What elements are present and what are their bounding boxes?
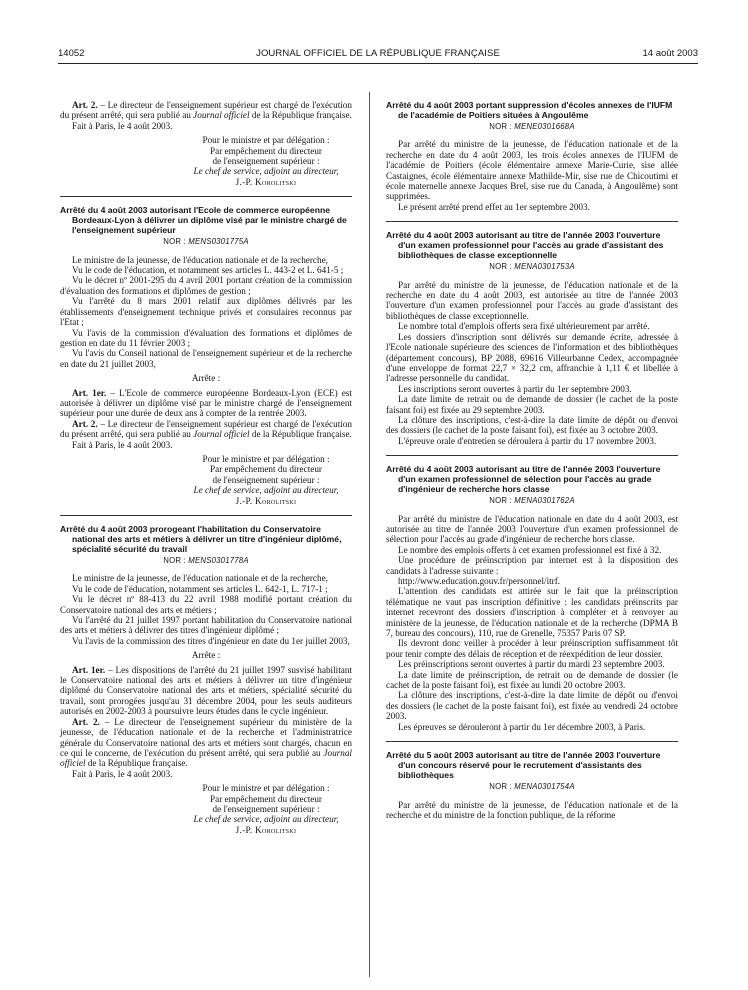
nor-reference: NOR : MENA0301753A bbox=[489, 262, 575, 272]
paragraph: Vu le code de l'éducation, notamment ses articles L. 642-1, L. 717-1 ; bbox=[72, 583, 328, 594]
paragraph: Vu l'arrêté du 21 juillet 1997 portant habilitation du Conservatoire national des arts et métiers à délivrer des titres d'ingénieur diplômé ; bbox=[60, 615, 352, 636]
signature-line: Pour le ministre et par délégation : bbox=[202, 783, 330, 794]
section-title: Arrêté du 4 août 2003 autorisant au titre de l'année 2003 l'ouverture d'un examen professionnel pour l'accès au grade d'assistant des bibliothèques de classe exceptionnelle bbox=[386, 230, 664, 261]
signature-line: Pour le ministre et par délégation : bbox=[202, 453, 330, 464]
issue-date: 14 août 2003 bbox=[642, 48, 698, 59]
done-at: Fait à Paris, le 4 août 2003. bbox=[72, 439, 173, 450]
article-1: Art. 1er. – Les dispositions de l'arrêté du 21 juillet 1997 susvisé habilitant le Conservatoire national des arts et métiers à délivrer un titre d'ingénieur diplômé du Conservatoire national des arts et métiers, spécialité sécurité du travail, sont prorogées jusqu'au 31 décembre 2004, pour les seuls auditeurs autorisés en 2002-2003 à poursuivre leurs études dans le cycle ingénieur. bbox=[60, 664, 352, 717]
paragraph: Vu le décret nº 88-413 du 22 avril 1988 modifié portant création du Conservatoire national des arts et métiers ; bbox=[60, 594, 352, 615]
intro-article-2 bbox=[60, 100, 352, 121]
section-divider bbox=[60, 196, 352, 197]
nor-reference: NOR : MENS0301775A bbox=[163, 237, 249, 247]
signature-title: Le chef de service, adjoint au directeur, bbox=[193, 814, 339, 825]
article-text-end: de la République française. bbox=[249, 110, 352, 121]
nor-reference: NOR : MENA0301754A bbox=[489, 782, 575, 792]
paragraph: Les épreuves se dérouleront à partir du 1er décembre 2003, à Paris. bbox=[398, 721, 646, 732]
section-title: Arrêté du 4 août 2003 autorisant au titre de l'année 2003 l'ouverture d'un examen professionnel de sélection pour l'accès au grade d'ingénieur de recherche hors classe bbox=[386, 464, 661, 495]
article-text: – Le directeur de l'enseignement supérieur est chargé de l'exécution du présent arrêté, qui sera publié au bbox=[60, 100, 352, 121]
nor-reference: NOR : MENA0301762A bbox=[489, 496, 575, 506]
journal-title: JOURNAL OFFICIEL DE LA RÉPUBLIQUE FRANÇAISE bbox=[256, 48, 500, 59]
page-number: 14052 bbox=[58, 48, 85, 59]
signature-line: Par empêchement du directeur bbox=[210, 145, 322, 156]
url-text: http://www.education.gouv.fr/personnel/itrf. bbox=[398, 576, 561, 586]
paragraph: Le ministre de la jeunesse, de l'éducation nationale et de la recherche, bbox=[72, 573, 328, 584]
paragraph: Par arrêté du ministre de la jeunesse, de l'éducation nationale et de la recherche en date du 4 août 2003, est autorisée au titre de l'année 2003 l'ouverture d'un examen professionnel pour l'accès au grade d'assistant des bibliothèques de classe exceptionnelle. bbox=[386, 279, 678, 321]
section-title: Arrêté du 5 août 2003 autorisant au titre de l'année 2003 l'ouverture d'un concours réservé pour le recrutement d'assistants des bibliothèques bbox=[386, 750, 661, 781]
paragraph: L'épreuve orale d'entretien se déroulera à partir du 17 novembre 2003. bbox=[398, 435, 657, 446]
paragraph: Les préinscriptions seront ouvertes à partir du mardi 23 septembre 2003. bbox=[398, 659, 665, 670]
done-at: Fait à Paris, le 4 août 2003. bbox=[72, 768, 173, 779]
paragraph: Par arrêté du ministre de la jeunesse, de l'éducation nationale et de la recherche et du ministre de la fonction publique, de la réforme bbox=[386, 799, 678, 820]
paragraph: Vu l'arrêté du 8 mars 2001 relatif aux diplômes délivrés par les établissements d'enseignement technique privés et consulaires reconnus par l'Etat ; bbox=[60, 296, 352, 328]
signatory-name: J.-P. Korolitski bbox=[235, 176, 297, 187]
signature-line: de l'enseignement supérieur : bbox=[212, 474, 320, 485]
journal-officiel-ref: Journal officiel bbox=[193, 110, 250, 121]
arrete-heading: Arrête : bbox=[191, 373, 221, 384]
signature-line: Par empêchement du directeur bbox=[210, 793, 322, 804]
signature-line: Par empêchement du directeur bbox=[210, 464, 322, 475]
paragraph: Le nombre total d'emplois offerts sera fixé ultérieurement par arrêté. bbox=[398, 321, 650, 332]
left-column bbox=[60, 100, 352, 835]
paragraph: La clôture des inscriptions, c'est-à-dire la date limite de dépôt ou d'envoi des dossiers (le cachet de la poste faisant foi), est fixée au vendredi 24 octobre 2003. bbox=[386, 690, 678, 722]
header-rule bbox=[58, 63, 698, 64]
paragraph: Le présent arrêté prend effet au 1er septembre 2003. bbox=[398, 201, 590, 212]
section-divider bbox=[386, 221, 678, 222]
signature-title: Le chef de service, adjoint au directeur, bbox=[193, 166, 339, 177]
paragraph: Le ministre de la jeunesse, de l'éducation nationale et de la recherche, bbox=[72, 254, 328, 265]
paragraph: Vu l'avis du Conseil national de l'enseignement supérieur et de la recherche en date du 21 juillet 2003, bbox=[60, 348, 352, 369]
paragraph: Les dossiers d'inscription sont délivrés sur demande écrite, adressée à l'Ecole nationale supérieure des sciences de l'information et des bibliothèques (département concours), BP 2088, 69616 Villeurbanne Cedex, accompagnée d'une enveloppe de format 22,7 × 32,2 cm, affranchie à 1,11 € et libellée à l'adresse personnelle du candidat. bbox=[386, 331, 678, 384]
signature-line: Pour le ministre et par délégation : bbox=[202, 135, 330, 146]
paragraph: Le nombre des emplois offerts à cet examen professionnel est fixé à 32. bbox=[398, 544, 662, 555]
nor-reference: NOR : MENS0301778A bbox=[163, 556, 249, 565]
column-separator bbox=[369, 92, 370, 977]
paragraph: La clôture des inscriptions, c'est-à-dire la date limite de dépôt ou d'envoi des dossiers (le cachet de la poste faisant foi), est fixée au 3 octobre 2003. bbox=[386, 414, 678, 436]
section-title: Arrêté du 4 août 2003 prorogeant l'habilitation du Conservatoire national des arts et métiers à délivrer un titre d'ingénieur diplômé, spécialité sécurité du travail bbox=[60, 524, 342, 554]
paragraph: La date limite de préinscription, de retrait ou de demande de dossier (le cachet de la poste faisant foi), est fixée au lundi 20 octobre 2003. bbox=[386, 669, 678, 691]
arrete-heading: Arrête : bbox=[191, 650, 221, 661]
paragraph: Vu l'avis de la commission des titres d'ingénieur en date du 1er juillet 2003, bbox=[72, 635, 350, 646]
nor-reference: NOR : MENE0301668A bbox=[489, 122, 575, 131]
article-2: Art. 2. – Le directeur de l'enseignement supérieur est chargé de l'exécution du présent arrêté, qui sera publié au Journal officiel de la République française. bbox=[60, 418, 352, 440]
right-column bbox=[386, 100, 678, 820]
paragraph: Une procédure de préinscription par internet est à la disposition des candidats à l'adresse suivante : bbox=[386, 555, 678, 576]
section-title: Arrêté du 4 août 2003 autorisant l'Ecole de commerce européenne Bordeaux-Lyon à délivrer un diplôme visé par le ministre chargé de l'enseignement supérieur bbox=[60, 205, 347, 236]
paragraph: L'attention des candidats est attirée sur le fait que la préinscription télématique ne vaut pas inscription définitive : les candidats préinscrits par internet recevront des dossiers d'inscription à compléter et à renvoyer au ministère de la jeunesse, de l'éducation nationale et de la recherche (DPMA B 7, bureau des concours), 110, rue de Grenelle, 75357 Paris 07 SP. bbox=[386, 586, 678, 639]
paragraph: Par arrêté du ministre de l'éducation nationale en date du 4 août 2003, est autorisée au titre de l'année 2003 l'ouverture d'un examen professionnel de sélection pour l'accès au grade d'ingénieur de recherche hors classe. bbox=[386, 513, 678, 545]
paragraph: Vu l'avis de la commission d'évaluation des formations et diplômes de gestion en date du 11 février 2003 ; bbox=[60, 327, 352, 348]
paragraph: Les inscriptions seront ouvertes à partir du 1er septembre 2003. bbox=[398, 383, 632, 394]
paragraph: Vu le code de l'éducation, et notamment ses articles L. 443-2 et L. 641-5 ; bbox=[72, 265, 344, 276]
paragraph: La date limite de retrait ou de demande de dossier (le cachet de la poste faisant foi) est fixée au 29 septembre 2003. bbox=[386, 394, 678, 415]
signature-line: de l'enseignement supérieur : bbox=[212, 156, 320, 167]
signatory-name: J.-P. Korolitski bbox=[235, 824, 297, 835]
paragraph: Par arrêté du ministre de la jeunesse, de l'éducation nationale et de la recherche en date du 4 août 2003, les trois écoles annexes de l'IUFM de l'académie de Poitiers (école élémentaire annexe Marie-Curie, sise allée Castaignes, école élémentaire annexe Mathilde-Mir, sise rue de Chicoutimi et école maternelle annexe Jacques Brel, sise rue du Canada, à Angoulême) sont supprimées. bbox=[386, 139, 678, 202]
signature-title: Le chef de service, adjoint au directeur, bbox=[193, 485, 339, 496]
article-label: Art. 2. bbox=[72, 100, 98, 110]
paragraph: Ils devront donc veiller à procéder à leur préinscription suffisamment tôt pour tenir compte des délais de réception et de réexpédition de leur dossier. bbox=[386, 638, 678, 659]
section-divider bbox=[386, 455, 678, 456]
article-1: Art. 1er. – L'Ecole de commerce européenne Bordeaux-Lyon (ECE) est autorisée à délivrer un diplôme visé par le ministre chargé de l'enseignement supérieur pour une durée de deux ans à compter de la rentrée 2003. bbox=[60, 387, 352, 419]
article-2: Art. 2. – Le directeur de l'enseignement supérieur du ministère de la jeunesse, de l'éducation nationale et de la recherche et l'administratrice générale du Conservatoire national des arts et métiers sont chargés, chacun en ce qui le concerne, de l'exécution du présent arrêté, qui sera publié au Journal officiel de la République française. bbox=[60, 716, 352, 769]
page-header bbox=[58, 48, 698, 62]
section-divider bbox=[60, 515, 352, 516]
paragraph: Vu le décret nº 2001-295 du 4 avril 2001 portant création de la commission d'évaluation des formations et diplômes de gestion ; bbox=[60, 275, 352, 296]
signature-line: de l'enseignement supérieur : bbox=[212, 803, 320, 814]
done-at: Fait à Paris, le 4 août 2003. bbox=[72, 120, 173, 131]
section-divider bbox=[386, 741, 678, 742]
signatory-name: J.-P. Korolitski bbox=[235, 495, 297, 506]
section-title: Arrêté du 4 août 2003 portant suppression d'écoles annexes de l'IUFM de l'académie de Poitiers situées à Angoulême bbox=[386, 100, 673, 120]
